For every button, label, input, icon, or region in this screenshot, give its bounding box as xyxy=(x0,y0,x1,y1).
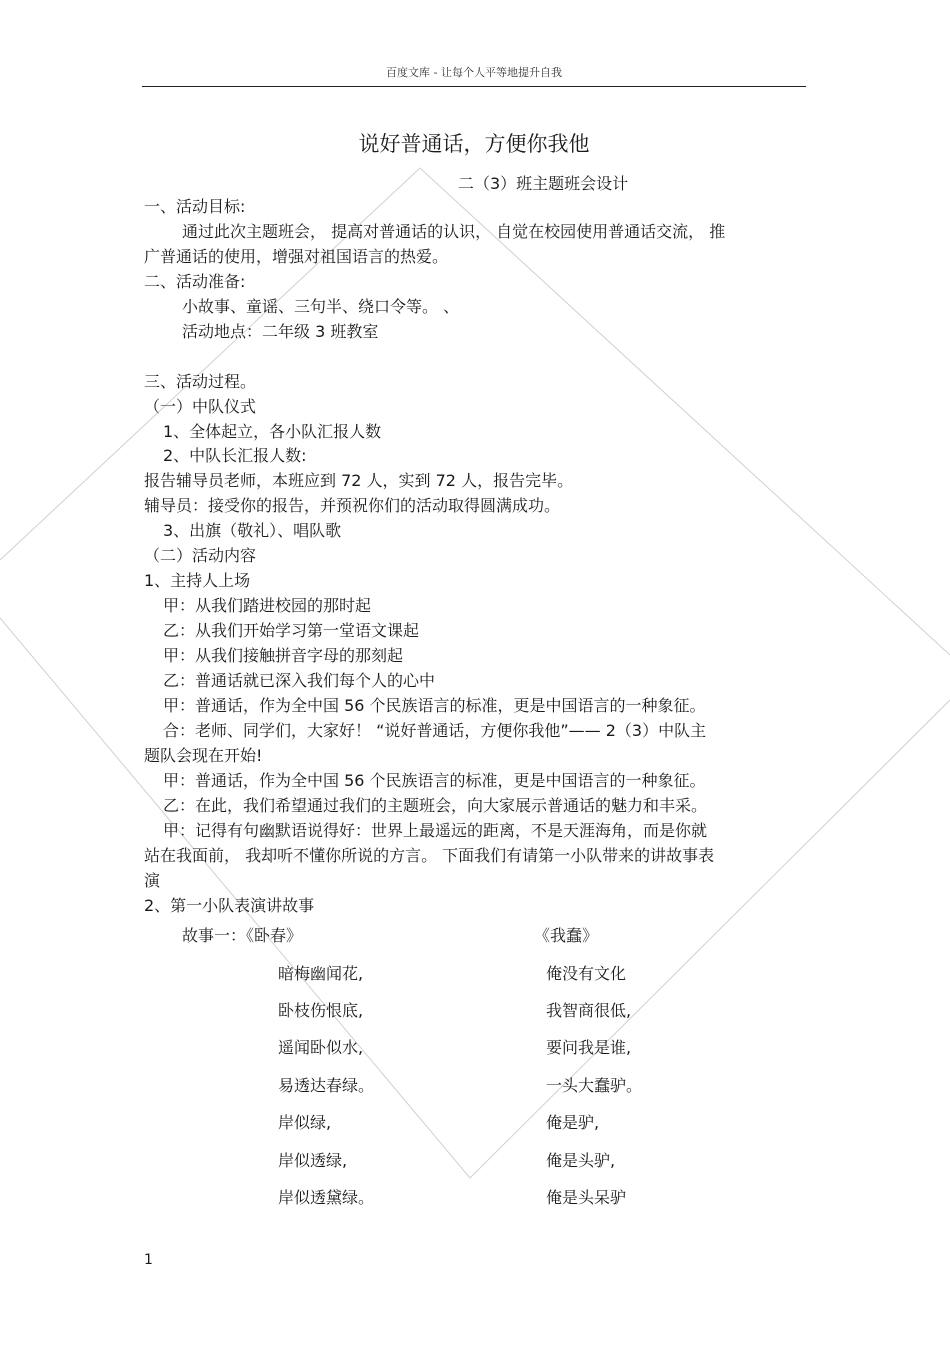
paragraph-line: 小故事、童谣、三句半、绕口令等。 、 xyxy=(182,297,460,316)
story-title-right: 《我蠢》 xyxy=(534,926,599,945)
dialogue-line: 乙：在此，我们希望通过我们的主题班会，向大家展示普通话的魅力和丰采。 xyxy=(163,796,708,815)
paragraph-line: 广普通话的使用，增强对祖国语言的热爱。 xyxy=(144,247,449,266)
dialogue-line: 甲：从我们踏进校园的那时起 xyxy=(163,596,372,615)
page-header: 百度文库 - 让每个人平等地提升自我 xyxy=(386,66,562,79)
poem-line-left: 岸似透绿, xyxy=(278,1151,348,1170)
subsection-heading: （二）活动内容 xyxy=(144,546,257,565)
dialogue-line: 甲：记得有句幽默语说得好：世界上最遥远的距离，不是天涯海角，而是你就 xyxy=(163,821,708,840)
list-item: 2、第一小队表演讲故事 xyxy=(144,896,315,915)
paragraph-line: 报告辅导员老师，本班应到 72 人，实到 72 人，报告完毕。 xyxy=(144,471,574,490)
poem-line-left: 岸似绿, xyxy=(278,1113,332,1132)
section-heading-goals: 一、活动目标: xyxy=(144,197,246,216)
story-title-left: 故事一：《卧春》 xyxy=(182,926,303,945)
dialogue-line: 乙：普通话就已深入我们每个人的心中 xyxy=(163,671,436,690)
dialogue-line: 题队会现在开始! xyxy=(144,746,263,765)
poem-line-right: 我智商很低, xyxy=(546,1001,632,1020)
section-heading-process: 三、活动过程。 xyxy=(144,372,257,391)
poem-line-left: 岸似透黛绿。 xyxy=(278,1188,375,1207)
list-item: 2、中队长汇报人数: xyxy=(163,446,307,465)
poem-line-left: 易透达春绿。 xyxy=(278,1076,375,1095)
document-subtitle: 二（3）班主题班会设计 xyxy=(458,174,629,193)
dialogue-line: 甲：普通话，作为全中国 56 个民族语言的标准，更是中国语言的一种象征。 xyxy=(163,771,706,790)
poem-line-right: 要问我是谁, xyxy=(546,1038,632,1057)
dialogue-line: 演 xyxy=(144,871,161,890)
paragraph-line: 辅导员：接受你的报告，并预祝你们的活动取得圆满成功。 xyxy=(144,496,561,515)
poem-line-right: 俺是头驴, xyxy=(546,1151,616,1170)
list-item: 1、全体起立，各小队汇报人数 xyxy=(163,422,382,441)
poem-line-right: 俺是头呆驴 xyxy=(546,1188,627,1207)
dialogue-line: 甲：从我们接触拼音字母的那刻起 xyxy=(163,646,404,665)
header-divider xyxy=(142,86,806,87)
poem-line-left: 遥闻卧似水, xyxy=(278,1038,364,1057)
document-title: 说好普通话，方便你我他 xyxy=(358,132,590,156)
section-heading-preparation: 二、活动准备: xyxy=(144,272,246,291)
poem-line-left: 暗梅幽闻花, xyxy=(278,964,364,983)
poem-line-left: 卧枝伤恨底, xyxy=(278,1001,364,1020)
poem-line-right: 一头大蠢驴。 xyxy=(546,1076,643,1095)
list-item: 3、出旗（敬礼）、唱队歌 xyxy=(163,521,342,540)
dialogue-line: 甲：普通话，作为全中国 56 个民族语言的标准，更是中国语言的一种象征。 xyxy=(163,696,706,715)
page-number: 1 xyxy=(144,1252,153,1268)
dialogue-line: 乙：从我们开始学习第一堂语文课起 xyxy=(163,621,420,640)
paragraph-line: 通过此次主题班会， 提高对普通话的认识， 自觉在校园使用普通话交流， 推 xyxy=(182,222,726,241)
paragraph-line: 活动地点：二年级 3 班教室 xyxy=(182,322,379,341)
poem-line-right: 俺没有文化 xyxy=(546,964,627,983)
subsection-heading: （一）中队仪式 xyxy=(144,397,257,416)
dialogue-line: 合：老师、同学们，大家好！ “说好普通话，方便你我他”—— 2（3）中队主 xyxy=(163,721,707,740)
poem-line-right: 俺是驴, xyxy=(546,1113,600,1132)
dialogue-line: 站在我面前， 我却听不懂你所说的方言。 下面我们有请第一小队带来的讲故事表 xyxy=(144,846,715,865)
list-item: 1、主持人上场 xyxy=(144,571,251,590)
